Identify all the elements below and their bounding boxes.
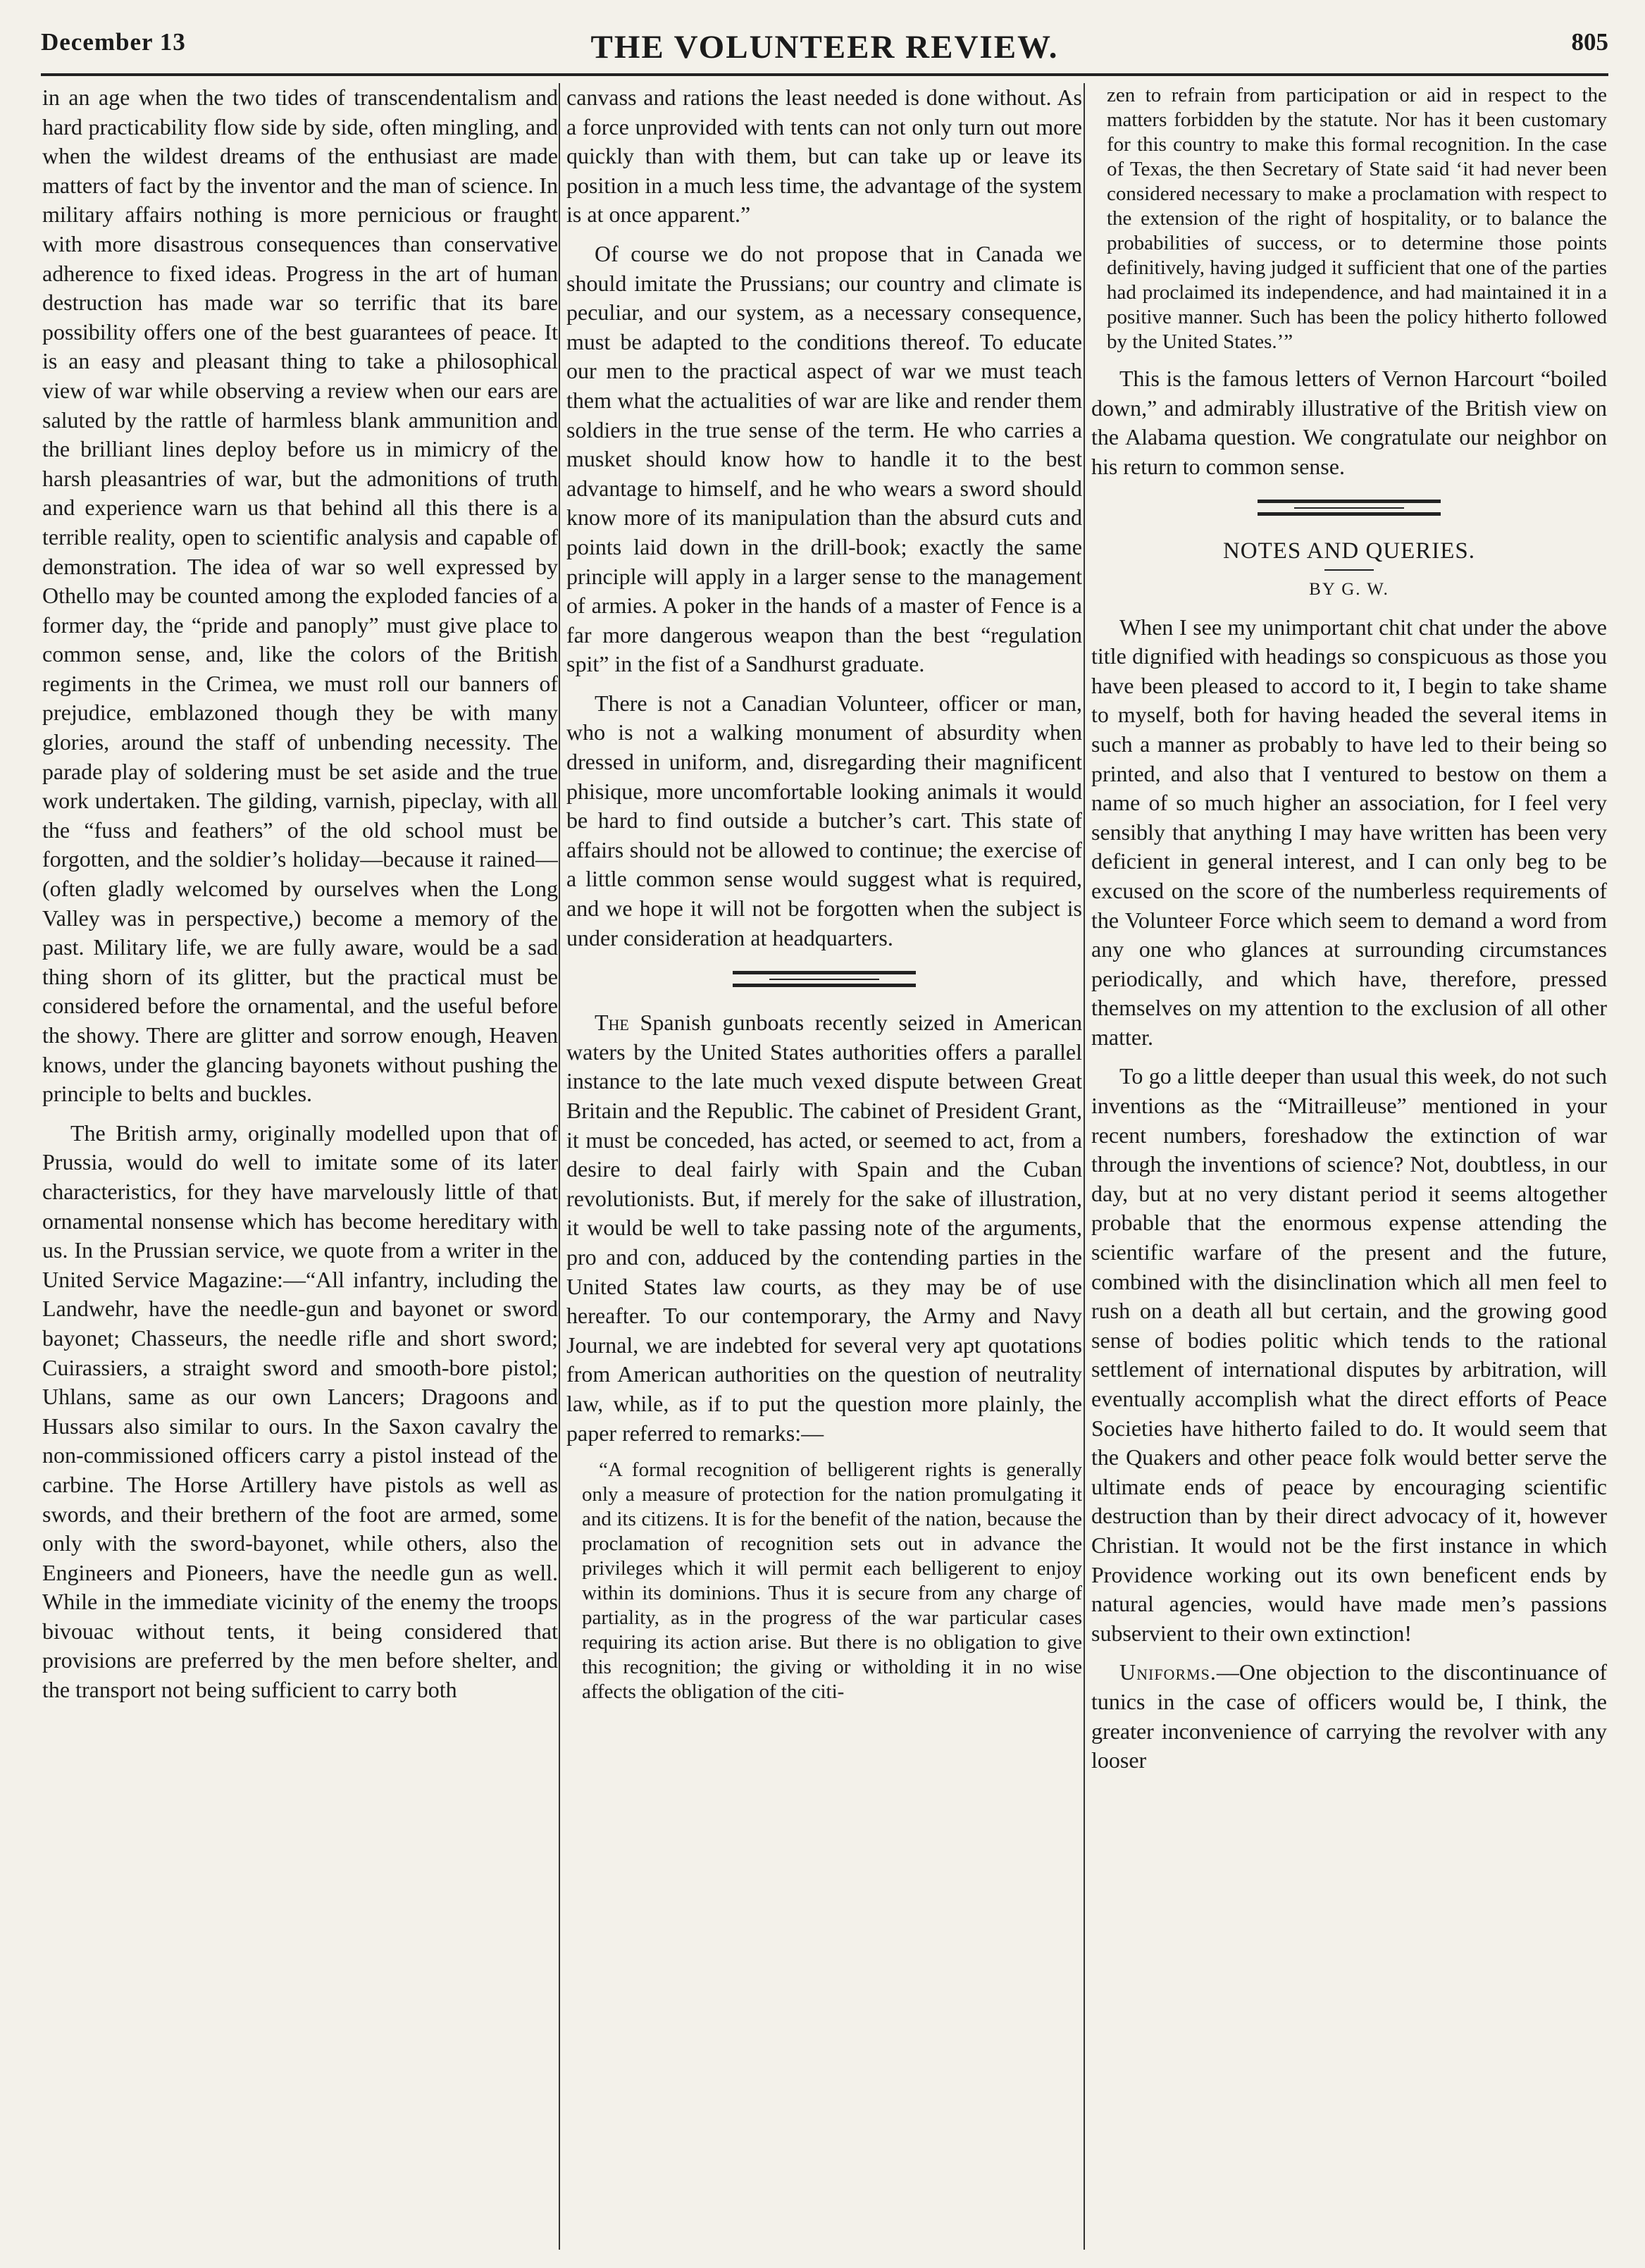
- block-quote-continued: [1091, 83, 1607, 354]
- publication-title: THE VOLUNTEER REVIEW.: [590, 29, 1059, 66]
- paragraph-text: —One objection to the discontinuance of tunics in the case of officers would be, I think, the greater inconvenience of carrying the revolver with any looser: [1091, 1659, 1607, 1773]
- separator-rule: [733, 971, 916, 974]
- paragraph: Of course we do not propose that in Canada we should imitate the Prussians; our country and climate is peculiar, and our system, as a necessary consequence, must be adapted to the conditions thereof. To educate our men to the practical aspect of war we must teach them what the actualities of war are like and render them soldiers in the true sense of the term. He who carries a musket should know how to handle it to the best advantage to himself, and he who wears a sword should know more of its manipulation than the absurd cuts and points laid down in the drill-book; exactly the same principle will apply in a larger sense to the management of armies. A poker in the hands of a master of Fence is a far more dangerous weapon than the best “regulation spit” in the fist of a Sandhurst graduate.: [566, 240, 1082, 677]
- quote-paragraph: zen to refrain from participation or aid in respect to the matters forbidden by the statute. Nor has it been customary for this country to make this formal recognition. In the case of Texas, the then Secretary of State said ‘it had never been considered necessary to make a proclamation with respect to the extension of the right of hospitality, or to balance the probabilities of success, or to determine those points definitively, having judged it sufficient that one of the parties had proclaimed its independence, and had maintained it in a positive manner. Such has been the policy hitherto followed by the United States.’”: [1107, 84, 1607, 353]
- separator-rule: [733, 984, 916, 987]
- masthead-rule: [41, 73, 1608, 76]
- separator-rule: [1258, 500, 1441, 503]
- paragraph: canvass and rations the least needed is done without. As a force unprovided with tents can not only turn out more quickly than with them, but can take up or leave its position in a much less time, the advantage of the system is at once apparent.”: [566, 85, 1082, 228]
- column-3: [1091, 83, 1607, 2250]
- lead-word: Uniforms.: [1119, 1659, 1217, 1685]
- paragraph: [566, 1008, 1082, 1448]
- paragraph: When I see my unimportant chit chat under the above title dignified with headings so conspicuous as those you have been pleased to accord to it, I begin to take shame to myself, both for having headed the several items in such a manner as probably to have led to their being so printed, and also that I ventured to bestow on them a name of so much higher an association, for I feel very sensibly that anything I may have written has been very deficient in general interest, and I can only beg to be excused on the score of the numberless requirements of the Volunteer Force which seem to demand a word from any one who glances at surrounding circumstances periodically, and which have, therefore, pressed themselves on my attention to the exclusion of all other matter.: [1091, 614, 1607, 1050]
- column-1: [42, 83, 558, 2250]
- paragraph: The British army, originally modelled upon that of Prussia, would do well to imitate some of its later characteristics, for they have marvelously little of that ornamental nonsense which has become hereditary with us. In the Prussian service, we quote from a writer in the United Service Magazine:—“All infantry, including the Landwehr, have the needle-gun and bayonet or sword bayonet; Chasseurs, the needle rifle and short sword; Cuirassiers, a straight sword and smooth-bore pistol; Uhlans, same as our own Lancers; Dragoons and Hussars also similar to ours. In the Saxon cavalry the non-commissioned officers carry a pistol instead of the carbine. The Horse Artillery have pistols as well as swords, and their brethern of the foot are armed, some only with the sword-bayonet, while others, also the Engineers and Pioneers, have the needle gun as well. While in the immediate vicinity of the enemy the troops bivouac without tents, it being considered that provisions are preferred by the men before shelter, and the transport not being sufficient to carry both: [42, 1120, 558, 1703]
- separator-rule: [1258, 512, 1441, 516]
- paragraph: To go a little deeper than usual this week, do not such inventions as the “Mitrailleuse” mentioned in your recent numbers, foreshadow the extinction of war through the inventions of science? Not, doubtless, in our day, but at no very distant period it seems altogether probable that the enormous expense attending the scientific warfare of the present and the future, combined with the disinclination which all men feel to rush on a death all but certain, and the growing good sense of bodies politic which tends to the rational settlement of international disputes by arbitration, will eventually accomplish what the direct efforts of Peace Societies have hitherto failed to do. It would seem that the Quakers and other peace folk would better serve the ultimate ends of peace by encouraging scientific destruction than by their direct advocacy of it, however Christian. It would not be the first instance in which Providence working out its own beneficent ends by natural agencies, would have made men’s passions subservient to their own extinction!: [1091, 1063, 1607, 1646]
- block-quote: [566, 1458, 1082, 1704]
- section-separator: [1258, 500, 1441, 516]
- paragraph: [1091, 1658, 1607, 1775]
- paragraph: in an age when the two tides of transcendentalism and hard practicability flow side by side, often mingling, and when the wildest dreams of the enthusiast are made matters of fact by the inventor and the man of science. In military affairs nothing is more pernicious or fraught with more disastrous consequences than conservative adherence to fixed ideas. Progress in the art of human destruction has made war so terrific that its bare possibility offers one of the best guarantees of peace. It is an easy and pleasant thing to take a philosophical view of war while observing a review when our ears are saluted by the rattle of harmless blank ammunition and the brilliant lines deploy before us in mimicry of the harsh pleasantries of war, but the admonitions of truth and experience warn us that behind all this there is a terrible reality, open to scientific analysis and capable of demonstration. The idea of war so well expressed by Othello may be counted among the exploded fancies of a former day, the “pride and panoply” must give place to common sense, and, like the colors of the British regiments in the Crimea, we must roll our banners of prejudice, emblazoned though they be with many glories, around the staff of unbending necessity. The parade play of soldering must be set aside and the true work undertaken. The gilding, varnish, pipeclay, with all the “fuss and feathers” of the old school must be forgotten, and the soldier’s holiday—because it rained—(often gladly welcomed by ourselves when the Long Valley was in perspective,) become a memory of the past. Military life, we are fully aware, would be a sad thing shorn of its glitter, but the practical must be considered before the ornamental, and the useful before the showy. There are glitter and sorrow enough, Heaven knows, under the glancing bayonets without pushing the principle to belts and buckles.: [42, 85, 558, 1107]
- issue-date: December 13: [41, 28, 186, 56]
- column-divider: [559, 83, 560, 2250]
- section-heading: NOTES AND QUERIES.: [1222, 538, 1476, 564]
- separator-rule: [769, 979, 879, 980]
- page-number: 805: [1571, 28, 1608, 56]
- quote-paragraph: “A formal recognition of belligerent rights is generally only a measure of protection for the nation promulgating it and its citizens. It is for the benefit of the nation, because the proclamation of recognition sets out in advance the privileges which it will permit each belligerent to enjoy within its dominions. Thus it is secure from any charge of partiality, as in the progress of the war particular cases requiring its action arise. But there is no obligation to give this recognition; the giving or witholding it in no wise affects the obligation of the citi-: [582, 1458, 1082, 1704]
- separator-rule: [1294, 507, 1404, 509]
- paragraph: This is the famous letters of Vernon Harcourt “boiled down,” and admirably illustrative of the British view on the Alabama question. We congratulate our neighbor on his return to common sense.: [1091, 366, 1607, 479]
- column-2: [566, 83, 1082, 2250]
- paragraph: There is not a Canadian Volunteer, officer or man, who is not a walking monument of absurdity when dressed in uniform, and, disregarding their magnificent phisique, more uncomfortable looking animals it would be hard to find outside a butcher’s cart. This state of affairs should not be allowed to continue; the exercise of a little common sense would suggest what is required, and we hope it will not be forgotten when the subject is under consideration at headquarters.: [566, 690, 1082, 950]
- masthead: [41, 28, 1608, 70]
- paragraph-text: Spanish gunboats recently seized in American waters by the United States authorities offers a parallel instance to the late much vexed dispute between Great Britain and the Republic. The cabinet of President Grant, it must be conceded, has acted, or seemed to act, from a desire to deal fairly with Spain and the Cuban revolutionists. But, if merely for the sake of illustration, it would be well to take passing note of the arguments, pro and con, adduced by the contending parties in the United States law courts, as they may be of use hereafter. To our contemporary, the Army and Navy Journal, we are indebted for several very apt quotations from American authorities on the question of neutrality law, while, as if to put the question more plainly, the paper referred to remarks:—: [566, 1010, 1082, 1446]
- section-separator: [733, 971, 916, 987]
- byline: BY G. W.: [1091, 569, 1607, 605]
- lead-word: The: [595, 1010, 629, 1036]
- column-divider: [1084, 83, 1085, 2250]
